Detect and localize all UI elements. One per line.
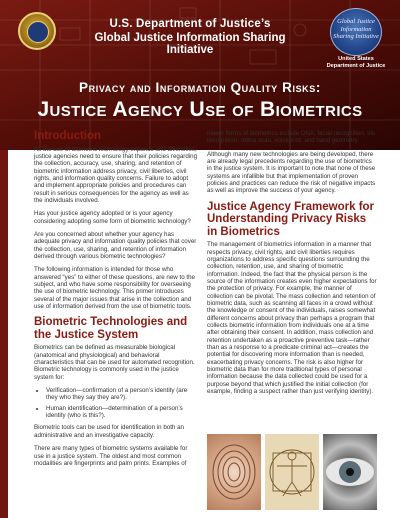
org-line-1: U.S. Department of Justice’s (109, 18, 271, 30)
framework-heading: Justice Agency Framework for Understanding Privacy Risks in Biometrics (207, 200, 375, 238)
header-banner (0, 0, 400, 150)
doj-seal-icon (18, 12, 56, 50)
fingerprint-image (207, 434, 261, 510)
bio-paragraph-3: There are many types of biometric systems available for use in a justice system. The oldest and most common modalities are fingerprints and palm prints. Examples of (34, 445, 188, 467)
intro-paragraph-2: Has your justice agency adopted or is your agency considering adopting some form of biometric technology? (34, 210, 191, 225)
intro-heading: Introduction (34, 130, 102, 142)
intro-paragraph-1: As the use of biometric technology expands and diversifies, justice agencies need to ensure that their policies regarding the collection, accuracy, use, sharing, and retention of biometric information address privacy, civil liberties, civil rights, and information quality concerns. Failure to adopt and implement appropriate policies and procedures can result in serious consequences for the agency as well as the individuals involved. (34, 145, 198, 204)
list-item: • Verification—confirmation of a person’s identity (are they who they say they are?). (46, 387, 198, 402)
doj-line-1: United States (338, 56, 374, 62)
us-doj-label (318, 56, 394, 69)
title-line-2: Justice Agency Use of Biometrics (37, 98, 363, 121)
global-logo-text: Global Justice Information Sharing Initiative (333, 18, 379, 40)
doj-line-2: Department of Justice (326, 62, 386, 69)
right-paragraph-1: newer forms of biometrics include DNA, facial recognition, iris recognition, retina scan, voiceprint, and hand geometry. (207, 130, 376, 145)
global-initiative-logo (330, 8, 382, 56)
iris-image (323, 434, 377, 510)
bio-paragraph-2: Biometric tools can be used for identification in both an administrative and an investigative capacity. (34, 424, 184, 439)
biometric-heading: Biometric Technologies and the Justice System (34, 316, 188, 341)
right-paragraph-3: The management of biometrics information in a manner that respects privacy, civil rights, and civil liberties requires organizations to address specific questions surrounding the collection, retention, use, and sharing of biometric information. Indeed, the fact that the physical person is the source of the information creates even higher expectations for the protection of privacy. For example, the manner of collection can be pivotal. The mass collection and retention of biometric data, such as scanning all faces in a crowd without the knowledge or consent of the individuals, raises somewhat different concerns about privacy than perhaps a program that collects biometric information from individuals one at a time after obtaining their consent. In addition, mass collection and retention undertaken as a proactive preventive task—rather than as a response to a predicate criminal act—creates the potential for discovering more information than is needed, exacerbating privacy concerns. The risk is also higher for biometric data than for more traditional types of personal information because the data collected could be used for a purpose beyond that which justified the initial collection (for example, finding a suspect rather than just verifying identity). (207, 241, 377, 396)
title-line-1: Privacy and Information Quality Risks: (79, 80, 321, 95)
uses-list (34, 387, 198, 419)
list-item: • Human identification—determination of a person’s identity (who is this?). (46, 405, 198, 420)
right-column (207, 130, 377, 401)
intro-paragraph-3: Are you concerned about whether your agency has adequate privacy and information quality policies that cover the collection, use, sharing, and retention of information derived through various biometric technologies? (34, 230, 197, 260)
vitruvian-image (265, 434, 319, 510)
bio-paragraph-1: Biometrics can be defined as measurable biological (anatomical and physiological) and behavioral characteristics that can be used for automated recognition. Biometric technology is commonly used in the justice system for: (34, 344, 195, 381)
left-accent-bar (0, 150, 8, 518)
biometric-images (207, 434, 377, 510)
intro-paragraph-4: The following information is intended for those who answered “yes” to either of these questions, are new to the subject, and who have some responsibility for overseeing the use of biometric technology. This primer introduces several of the major issues that arise in the collection and use of information derived from the use of biometric tools. (34, 266, 195, 311)
right-paragraph-2: Although many new technologies are being developed, there are already legal precedents regarding the use of biometrics in the justice system. It is important to note that none of these systems are infallible but that implementation of proven policies and practices can reduce the risk of negative impacts as well as improve the success of your agency. (207, 150, 376, 195)
left-column (34, 130, 198, 473)
org-line-2: Global Justice Information Sharing Initiative (94, 32, 286, 56)
